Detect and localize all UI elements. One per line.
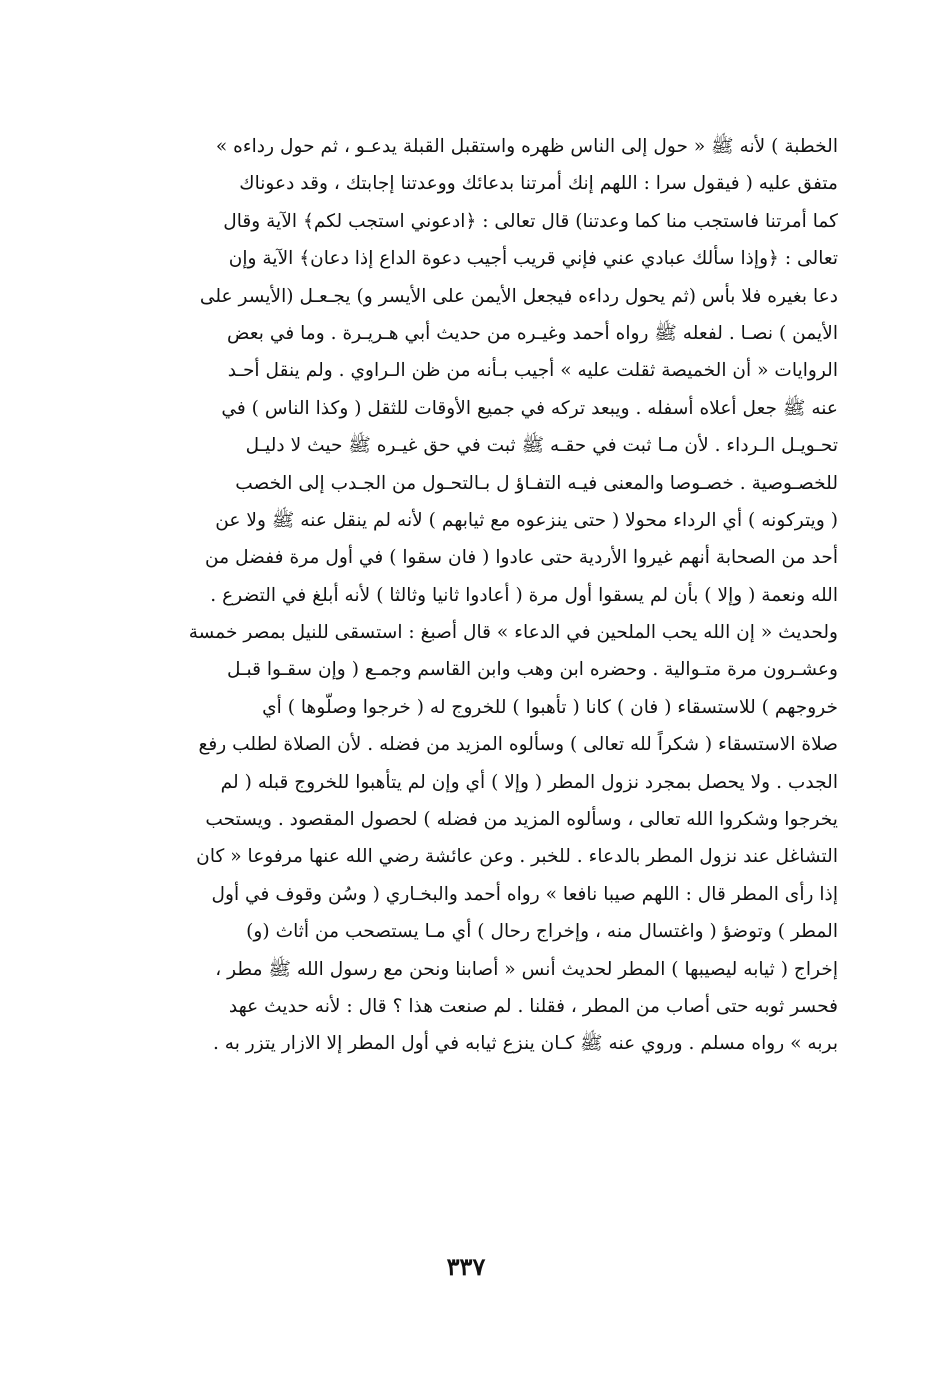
text-line: صلاة الاستسقاء ( شكراً لله تعالى ) وسألوه المزيد من فضله . لأن الصلاة لطلب رفع	[198, 734, 838, 756]
text-line: للخصـوصية . خصـوصا والمعنى فيـه التفـاؤ ل بـالتحـول من الجـدب إلى الخصب	[235, 472, 838, 494]
text-line: تحـويـل الـرداء . لأن مـا ثبت في حقـه ﷺ ثبت في حق غيـره ﷺ حيث لا دليـل	[245, 435, 838, 457]
text-line: وعشـرون مرة متـوالية . وحضره ابن وهب وابن القاسم وجمـع ( وإن سقـوا قبـل	[226, 659, 838, 681]
text-line: يخرجوا وشكروا الله تعالى ، وسألوه المزيد من فضله ) لحصول المقصود . ويستحب	[205, 809, 838, 831]
text-line: ولحديث « إن الله يحب الملحين في الدعاء » قال أصبغ : استسقى للنيل بمصر خمسة	[188, 622, 838, 644]
body-text	[104, 128, 838, 1063]
text-line: إذا رأى المطر قال : اللهم صيبا نافعا » رواه أحمد والبخـاري ( وسُن وقوف في أول	[211, 883, 838, 905]
text-line: ( ويتركونه ) أي الرداء محولا ( حتى ينزعوه مع ثيابهم ) لأنه لم ينقل عنه ﷺ ولا عن	[215, 509, 838, 531]
text-line: المطر ) وتوضؤ ( واغتسال منه ، وإخراج رحال ) أي مـا يستصحب من أثاث (و)	[246, 921, 838, 943]
text-line: متفق عليه ( فيقول سرا : اللهم إنك أمرتنا بدعائك ووعدتنا إجابتك ، وقد دعوناك	[239, 173, 838, 195]
text-line: الروايات « أن الخميصة ثقلت عليه » أجيب بـأنه من ظن الـراوي . ولم ينقل أحـد	[227, 360, 838, 382]
text-line: التشاغل عند نزول المطر بالدعاء . للخبر . وعن عائشة رضي الله عنها مرفوعا « كان	[196, 846, 838, 868]
text-line: الجدب . ولا يحصل بمجرد نزول المطر ( وإلا ) أي وإن لم يتأهبوا للخروج قبله ( لم	[220, 771, 838, 793]
page-number: ٣٣٧	[446, 1252, 486, 1281]
text-line: خروجهم ) للاستسقاء ( فان ) كانا ( تأهبوا ) للخروج له ( خرجوا وصلّوها ) أي	[262, 696, 838, 718]
text-line: عنه ﷺ جعل أعلاه أسفله . ويبعد تركه في جميع الأوقات للثقل ( وكذا الناس ) في	[221, 397, 838, 419]
text-line: إخراج ( ثيابه ليصيبها ) المطر لحديث أنس « أصابنا ونحن مع رسول الله ﷺ مطر ،	[215, 958, 838, 980]
text-line: أحد من الصحابة أنهم غيروا الأردية حتى عادوا ( فان سقوا ) في أول مرة ففضل من	[205, 547, 838, 569]
text-line: الأيمن ) نصـا . لفعله ﷺ رواه أحمد وغيـره من حديث أبي هـريـرة . وما في بعض	[226, 322, 838, 344]
text-line: الله ونعمة ( وإلا ) بأن لم يسقوا أول مرة ( أعادوا ثانيا وثالثا ) لأنه أبلغ في التضرع .	[210, 584, 838, 606]
text-line: بربه » رواه مسلم . وروي عنه ﷺ كـان ينزع ثيابه في أول المطر إلا الازار يتزر به .	[212, 1033, 838, 1055]
text-line: فحسر ثوبه حتى أصاب من المطر ، فقلنا . لم صنعت هذا ؟ قال : لأنه حديث عهد	[228, 995, 838, 1017]
text-line: الخطبة ) لأنه ﷺ « حول إلى الناس ظهره واستقبل القبلة يدعـو ، ثم حول رداءه »	[215, 136, 838, 157]
text-line: تعالى : ﴿وإذا سألك عبادي عني فإني قريب أجيب دعوة الداع إذا دعان﴾ الآية وإن	[228, 248, 838, 270]
text-line: دعا بغيره فلا بأس (ثم يحول رداءه فيجعل الأيمن على الأيسر و) يجـعـل (الأيسر على	[199, 285, 838, 307]
text-line: كما أمرتنا فاستجب منا كما وعدتنا) قال تعالى : ﴿ادعوني استجب لكم﴾ الآية وقال	[223, 210, 838, 232]
